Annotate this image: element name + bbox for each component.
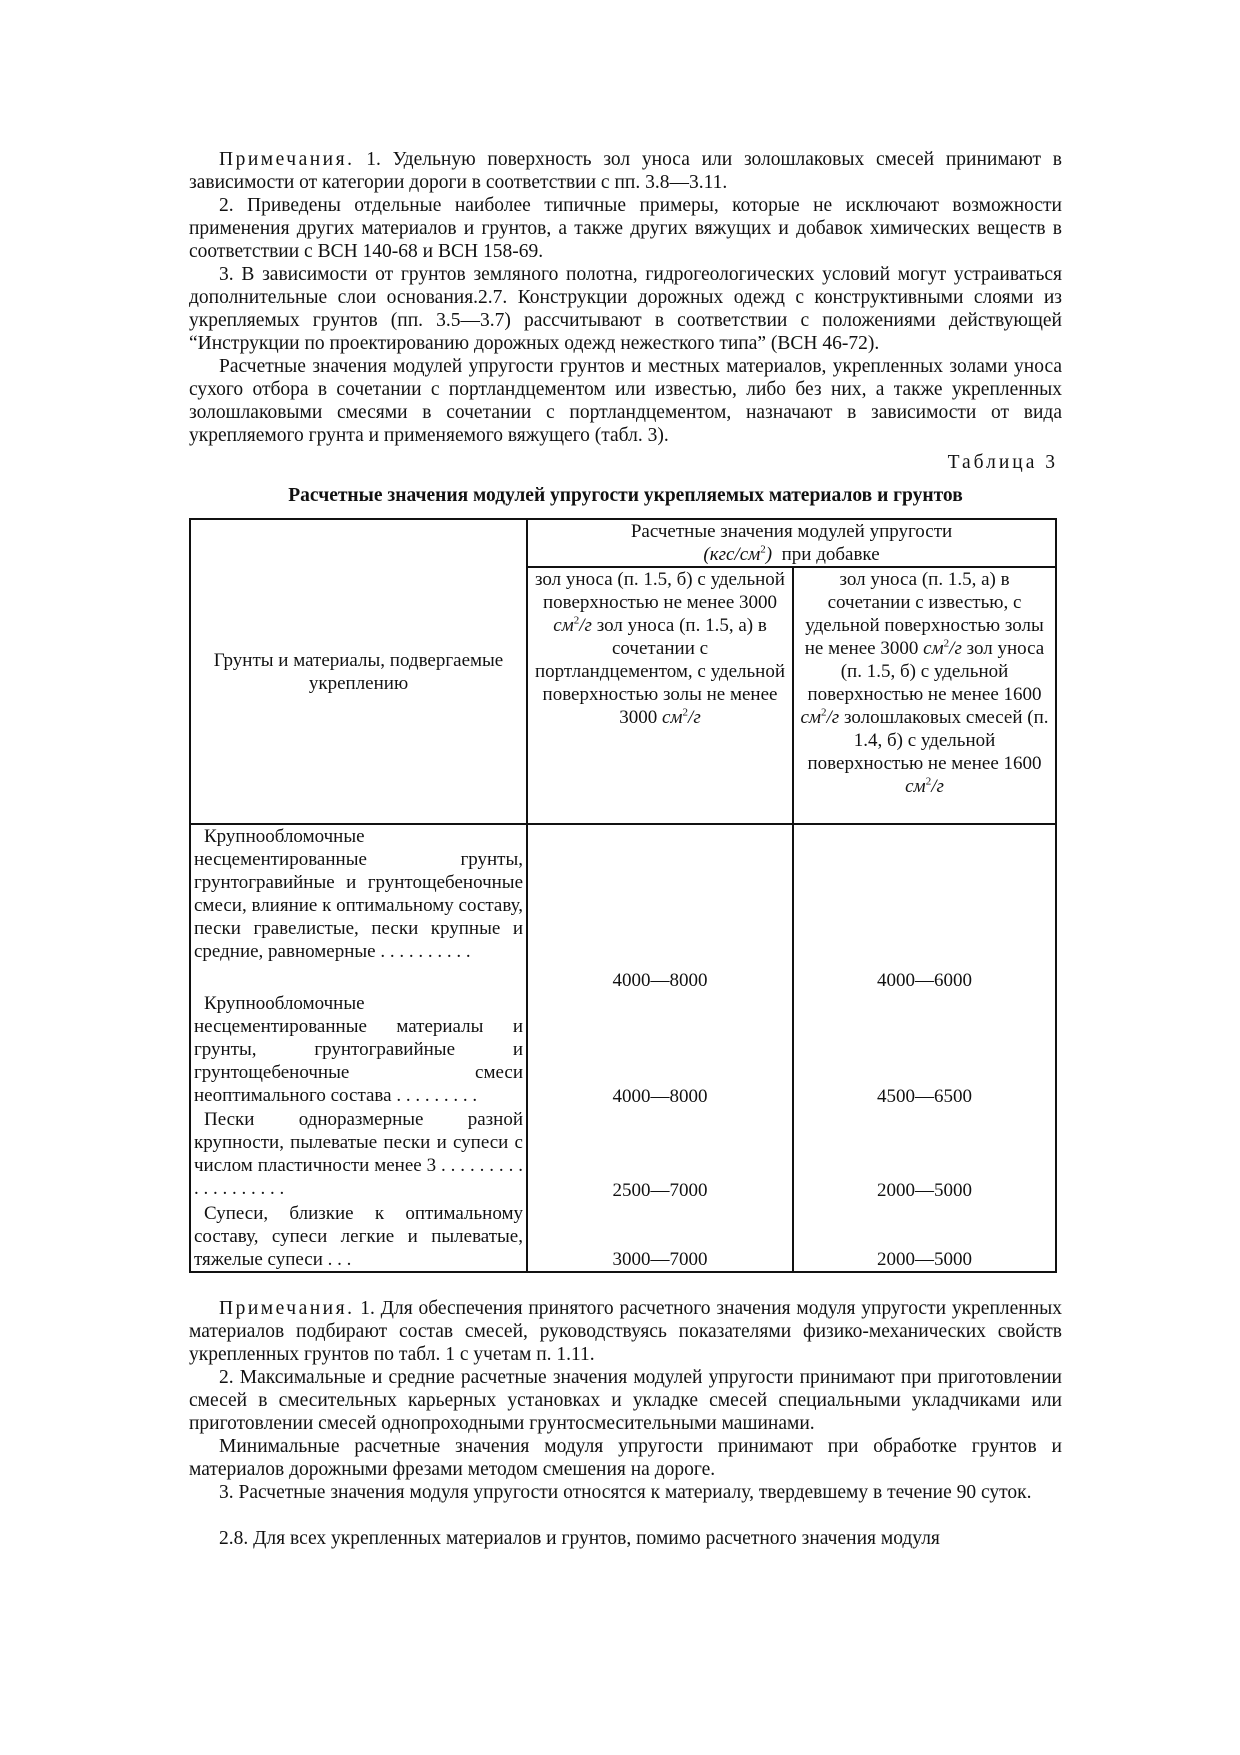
header-materials: Грунты и материалы, подвергаемые укреплению	[190, 519, 527, 824]
value-r3-c1: 2500—7000	[612, 1180, 708, 1201]
note-bottom-2: 2. Максимальные и средние расчетные значения модулей упругости принимают при приготовлении смесей в смесительных карьерных установках и укладке смесей специальными укладчиками или приготовлении смесей однопроходными грунтосмесительными машинами.	[189, 1367, 1062, 1434]
table-caption: Расчетные значения модулей упругости укрепляемых материалов и грунтов	[288, 485, 963, 506]
paragraph-moduli: Расчетные значения модулей упругости грунтов и местных материалов, укрепленных золами уноса сухого отбора в сочетании с портландцементом или известью, либо без них, а также укрепленных золошлаковыми смесями в сочетании с портландцементом, назначают в зависимости от вида укрепляемого грунта и применяемого вяжущего (табл. 3).	[189, 356, 1062, 446]
header-col2: зол уноса (п. 1.5, а) в сочетании с известью, с удельной поверхностью золы не менее 3000 $см^2/г$ зол уноса (п. 1.5, б) с удельной поверхностью не менее 1600 $см^2/г$ золошлаковых смесей (п. 1.4, б) с удельной поверхностью не менее 1600 $см^2/г$	[793, 567, 1056, 824]
values-col2	[793, 824, 1056, 1272]
notes-bottom	[189, 1297, 1062, 1504]
table-number: Таблица 3	[947, 452, 1058, 473]
notes-label: Примечания.	[219, 149, 355, 170]
material-2: Крупнообломочные несцементированные материалы и грунты, грунтогравийные и грунтощебеночные смеси неоптимального состава . . . . . . . . .	[194, 993, 523, 1106]
note-top-3: 3. В зависимости от грунтов земляного полотна, гидрогеологических условий могут устраиваться дополнительные слои основания.2.7. Конструкции дорожных одежд с конструктивными слоями из укрепляемых грунтов (пп. 3.5—3.7) рассчитывают в соответствии с положениями действующей “Инструкции по проектированию дорожных одежд нежесткого типа” (ВСН 46-72).	[189, 264, 1062, 354]
document-page	[189, 148, 1062, 1550]
note-bottom-3: 3. Расчетные значения модуля упругости относятся к материалу, твердевшему в течение 90 суток.	[219, 1482, 1032, 1503]
paragraph-2-8: 2.8. Для всех укрепленных материалов и грунтов, помимо расчетного значения модуля	[219, 1528, 940, 1549]
value-r3-c2: 2000—5000	[877, 1180, 972, 1201]
note-bottom-min: Минимальные расчетные значения модуля упругости принимают при обработке грунтов и материалов дорожными фрезами методом смешения на дороге.	[189, 1436, 1062, 1480]
header-moduli: Расчетные значения модулей упругости $(кгс/см^2)$ при добавке	[527, 519, 1056, 567]
note-bottom-1: Примечания. 1. Для обеспечения принятого расчетного значения модуля упругости укрепленных материалов подбирают состав смесей, руководствуясь показателями физико-механических свойств укрепленных грунтов по табл. 1 с учетам п. 1.11.	[189, 1298, 1062, 1365]
material-4: Супеси, близкие к оптимальному составу, супеси легкие и пылеватые, тяжелые супеси . . .	[194, 1203, 523, 1270]
materials-cell	[190, 824, 527, 1272]
moduli-table	[189, 518, 1057, 1273]
material-1: Крупнообломочные несцементированные грунты, грунтогравийные и грунтощебеночные смеси, влияние к оптимальному составу, пески гравелистые, пески крупные и средние, равномерные . . . . . . . . . .	[194, 826, 523, 962]
value-r2-c1: 4000—8000	[612, 1086, 708, 1107]
note-top-2: 2. Приведены отдельные наиболее типичные примеры, которые не исключают возможности применения других материалов и грунтов, а также других вяжущих и добавок химических веществ в соответствии с ВСН 140-68 и ВСН 158-69.	[189, 195, 1062, 262]
value-r4-c1: 3000—7000	[612, 1249, 708, 1270]
note-top-1: Примечания. 1. Удельную поверхность зол уноса или золошлаковых смесей принимают в зависимости от категории дороги в соответствии с пп. 3.8—3.11.	[189, 149, 1062, 193]
value-r1-c2: 4000—6000	[877, 970, 972, 991]
values-col1	[527, 824, 793, 1272]
header-col1: зол уноса (п. 1.5, б) с удельной поверхностью не менее 3000 $см^2/г$ зол уноса (п. 1.5, а) в сочетании с портландцементом, с удельной поверхностью золы не менее 3000 $см^2/г$	[527, 567, 793, 824]
table-body-row	[190, 824, 1056, 1272]
value-r2-c2: 4500—6500	[877, 1086, 972, 1107]
table-header-row	[190, 519, 1056, 567]
value-r1-c1: 4000—8000	[612, 970, 708, 991]
material-3: Пески одноразмерные разной крупности, пылеватые пески и супеси с числом пластичности менее 3 . . . . . . . . . . . . . . . . . . .	[194, 1109, 523, 1199]
value-r4-c2: 2000—5000	[877, 1249, 972, 1270]
